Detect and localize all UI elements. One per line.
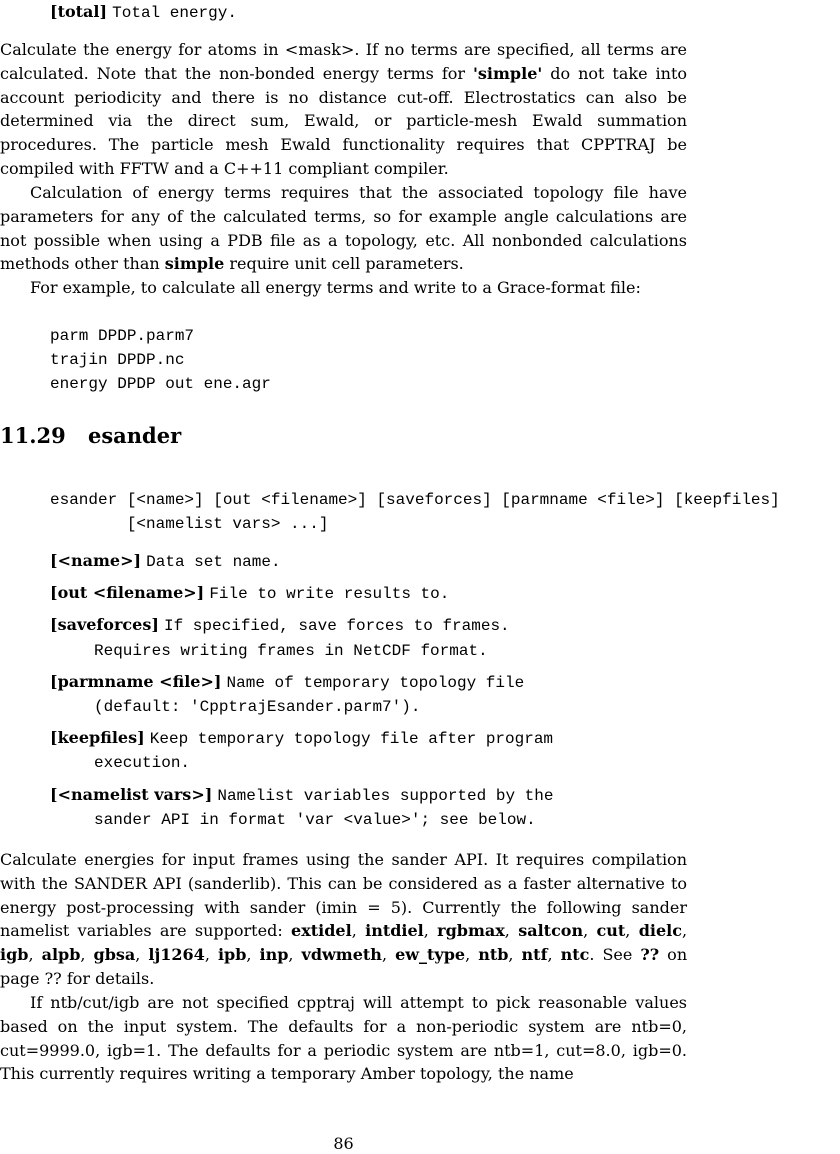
energy-code-example: [50, 324, 271, 397]
esander-paragraph-1: Calculate energies for input frames using the sander API. It requires compilation with the SANDER API (sanderlib). This can be considered as a faster alternative to energy post-processing with sander (imin = 5). Currently the following sander namelist variables are supported: extidel, intdiel, rgbmax, saltcon, cut, dielc, igb, alpb, gbsa, lj1264, ipb, inp, vdwmeth, ew_type, ntb, ntf, ntc. See ?? on page ?? for details.: [0, 850, 688, 988]
option-item: [out <filename>] File to write results to.: [50, 583, 450, 604]
code-line: parm DPDP.parm7: [50, 327, 195, 345]
option-item: [<name>] Data set name.: [50, 551, 281, 571]
options-list: [50, 549, 840, 839]
option-term: [parmname <file>]: [50, 671, 222, 691]
section-heading: [0, 424, 181, 448]
option-term: [keepfiles]: [50, 728, 145, 748]
option-term: [total]: [50, 2, 108, 21]
energy-paragraph-1: Calculate the energy for atoms in <mask>. If no terms are specified, all terms are calculated. Note that the non-bonded energy terms for 'simple' do not take into account periodicity and there is no distance cut-off. Electrostatics can also be determined via the direct sum, Ewald, or particle-mesh Ewald summation procedures. The particle mesh Ewald functionality requires that CPPTRAJ be compiled with FFTW and a C++11 compliant compiler.: [0, 40, 687, 178]
code-line: trajin DPDP.nc: [50, 351, 185, 370]
page-number: 86: [333, 1134, 354, 1153]
energy-paragraph-3: For example, to calculate all energy terms and write to a Grace-format file:: [30, 278, 641, 297]
option-item: [keepfiles] Keep temporary topology file after program execution.: [50, 728, 554, 773]
option-item: [saveforces] If specified, save forces to frames. Requires writing frames in NetCDF format.: [50, 615, 510, 660]
option-term: [out <filename>]: [50, 583, 205, 603]
usage-syntax: esander [<name>] [out <filename>] [saveforces] [parmname <file>] [keepfiles] [<namelist vars> ...]: [50, 491, 780, 534]
option-total: [50, 0, 237, 26]
option-item: [parmname <file>] Name of temporary topology file (default: 'CpptrajEsander.parm7').: [50, 671, 525, 717]
option-item: [<namelist vars>] Namelist variables supported by the sander API in format 'var <value>'; see below.: [50, 784, 554, 829]
section-title: esander: [88, 423, 182, 448]
esander-paragraph-2: If ntb/cut/igb are not specified cpptraj will attempt to pick reasonable values based on the input system. The defaults for a non-periodic system are ntb=0, cut=9999.0, igb=1. The defaults for a periodic system are ntb=1, cut=8.0, igb=0. This currently requires writing a temporary Amber topology, the name: [0, 993, 687, 1084]
option-term: [saveforces]: [50, 615, 159, 635]
option-term: [<name>]: [50, 551, 142, 570]
code-line: energy DPDP out ene.agr: [50, 375, 271, 394]
option-term: [<namelist vars>]: [50, 784, 213, 804]
energy-paragraph-2: Calculation of energy terms requires that the associated topology file have parameters for any of the calculated terms, so for example angle calculations are not possible when using a PDB file as a topology, etc. All nonbonded calculations methods other than simple require unit cell parameters.: [0, 183, 687, 274]
option-desc: Total energy.: [112, 4, 237, 22]
section-number: 11.29: [0, 423, 66, 448]
